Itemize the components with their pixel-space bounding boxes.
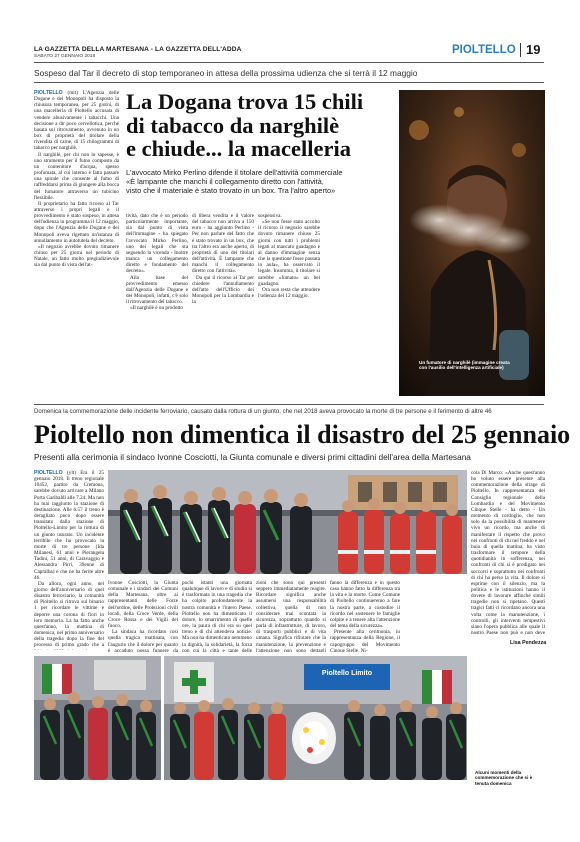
paragraph: Alla base del provvedimento emesso dall'Agenzia delle Dogane e dei Monopoli, infatti, c'è solo il ritrovamento del tabacco. [126, 274, 188, 306]
paragraph: «Il narghilè è un prodotto [130, 305, 183, 312]
paragraph: Da allora, ogni anno, nel giorno dell'anniversario di quel disastro ferroviario, la comunità di Pioltello si ritrova sul binario 1 per ricordare le vittime e deporre una corona di fiori in loro memoria. La ha fatto anche quest'anno, la mattina di domenica, nel primo anniversario della tragedia dopo la fine del processo di primo grado che a [34, 580, 104, 649]
article1-column-1 [34, 90, 119, 398]
paragraph: Da qui il ricorso al Tar per chiedere l'annullamento dell'atto dell'Ufficio dei Monopoli per la Lombardia e la [192, 274, 254, 306]
masthead-rule [34, 62, 544, 63]
paragraph: «Se non fosse stato accolto il ricorso il negozio sarebbe dovuto rimanere chiuso 25 giorni con tutti i problemi legati al mancato guadagno e al danno d'immagine senza che la questione fosse passata in aula», ha osservato il legale. Insomma, il titolare si sarebbe «fumato» un bel guadagno. [258, 219, 320, 287]
paragraph: cola Di Marco: «Anche quest'anno ho voluto essere presente alla commemorazione della strage di Pioltello. In rappresentanza del Consiglio regionale della Lombardia e del Movimento Cinque Stelle - ha detto - Un momento di cordoglio, che non solo da la possibilità di mantenere vivo un ricordo, ma anche di manifestare il rispetto che provo nei confronti di chi nel freddo e nel buio di quella mattina, ha visto trasformare il tempore della quotidianità in sofferenza, nei confronti di chi si è prodigato nei soccorsi e soprattutto nei confronti di chi ha perso la vita. Il dolore si esprime con il silenzio, ma la politica e le istituzioni hanno il dovere di lavorare affinché simili tragedie non si ripetano. Questi tragici fatti ci ricordano ancora una volta come la manutenzione, i controlli, gli interventi tempestivi siano l'opera pubblica alle quale il nostro Paese non può e non deve [471, 470, 545, 636]
dateline-tag: (mit) [67, 90, 78, 96]
article1-subtitle [126, 168, 394, 195]
subtitle-line: L'avvocato Mirko Perlino difende il titolare dell'attività commerciale [126, 168, 343, 177]
ceremony-photo-bottom-left [34, 656, 161, 780]
subtitle-line: «È lampante che manchi il collegamento diretto con l'attività, [126, 177, 324, 186]
article2-kicker: Domenica la commemorazione delle incidente ferroviario, causato dalla rottura di un giunto, che nel 2018 aveva provocato la morte di tre persone e il ferimento di altre 46 [34, 408, 492, 415]
article1-headline [126, 90, 394, 161]
article2-top-rule [34, 404, 544, 405]
hookah-smoker-photo [399, 90, 545, 396]
author-signature: Lisa Pendezza [510, 640, 547, 646]
photo-caption: Alcuni momenti della commemorazione che si è tenuta domenica [475, 770, 533, 786]
masthead-date: SABATO 27 GENNAIO 2018 [34, 54, 96, 59]
paragraph: La sindaca ha ricordato così quella tragica mattinata, con l'augurio che il dolore per quanto è accaduto possa fungere da [108, 629, 178, 652]
paragraph: fanno la differenza e in questo caso hanno fatto la differenza tra la vita e la morte. Come Comune di Pioltello continueremo a fare la nostra parte, a custodire il ricordo nel sostenere le famiglie colpite e a tenere alta l'attenzione del tema della sicurezza». [330, 580, 400, 630]
ceremony-image [34, 656, 161, 780]
article2-headline: Pioltello non dimentica il disastro del 25 gennaio [34, 420, 571, 449]
masthead-divider [520, 43, 521, 57]
article2-subtitle: Presenti alla cerimonia il sindaco Ivonne Cosciotti, la Giunta comunale e diversi primi cittadini dell'area della Martesana [34, 452, 471, 462]
headline-line: e chiude... la macelleria [126, 136, 351, 161]
paragraph: Il narghilè, per chi non lo sapesse, è uno strumento per il fumo composto da un contenitore d'acqua, spesso profumata, al cui interno è fatta passare una spirale che consente al fumo di raffreddarsi prima di giungere alla bocca del fumatore attraverso un tubicino flessibile. [34, 151, 119, 201]
paragraph: Il proprietario ha fatto ricorso al Tar attraverso i propri legali e il provvedimento è stato sospeso, in attesa dell'udienza in programma il 12 maggio, dopo che l'Agenzia delle Dogane e dei Monopoli aveva rigettato un'istanza di annullamento in autotutela del decreto. [34, 200, 119, 244]
article1-rule [34, 82, 544, 83]
paragraph: Presente alla cerimonia, in rappresentanza della Regione, il capogruppo del Movimento Cinque Stelle, Ni- [330, 629, 400, 652]
article2-lead: Era il 25 gennaio 2018. Il treno regionale 10452, partito da Cremona, sarebbe dovuto arrivare a Milano Porta Garibaldi alle 7.24. Ma non ha mai raggiunto la stazione di destinazione. Alle 6.57 il treno è deragliato poco dopo essere transitato dalla stazione di Pioltello-Limito per la rottura di un giunto usurato. Un incidente terribile che ha provocato la morte di tre persone (Ida Milanesi, 61 anni e Pierangela Tadini, 51 anni, di Caravaggio e Alessandra Pirri, 39enne di Capralba) e che ne ha ferite altre 46. [34, 470, 104, 581]
article1-column-3 [192, 213, 254, 398]
article2-column-1 [34, 470, 104, 650]
article2-column-3 [182, 580, 252, 652]
masthead-papers: LA GAZZETTA DELLA MARTESANA - LA GAZZETTA DELL'ADDA [34, 46, 242, 53]
dateline: PIOLTELLO [34, 90, 63, 96]
paragraph: sospensiva. [258, 213, 282, 219]
article1-lead: L'Agenzia delle Dogane e dei Monopoli ha disposto la chiusura temporanea, per 25 giorni, di una macelleria di Pioltello accusata di vendere abusivamente i tabacchi. Una decisione a dir poco cervellotica, perché basata sul ritrovamento, avvenuto in un box di proprietà del titolare della rivendita di carne, di 15 chilogrammi di tabacco per narghilè. [34, 90, 119, 152]
paragraph: zioni che sono qui presenti seppero immediatamente reagire. Ricordare significa anche assumersi una responsabilità collettiva, quella di non considerare mai scontata la sicurezza, soprattutto quando si parla di infrastrutture, di lavoro, di trasporti pubblici e di vita umana. Significa rifiutare che la manutenzione, la prevenzione e l'attenzione non sono dettagli [256, 580, 326, 652]
paragraph: Ivonne Cosciotti, la Giunta comunale e i sindaci dei Comuni della Martesana, oltre ai rappresentanti delle Forze dell'ordine, delle Protezioni civili locali, della Croce Verde, della Croce Rossa e dei Vigili del fuoco. [108, 580, 178, 630]
article2-column-4 [256, 580, 326, 652]
paragraph: di libera vendita e il valore del tabacco non arriva a 150 euro - ha aggiunto Perlino - Per non parlare del fatto che è stato trovato in un box, che tra l'altro era anche aperto, di proprietà di uno dei titolari dell'attività. È lampante che manchi il collegamento diretto con l'attività». [192, 213, 254, 275]
article1-column-4 [258, 213, 320, 398]
article1-kicker: Sospeso dal Tar il decreto di stop temporaneo in attesa della prossima udienza che si terrà il 12 maggio [34, 68, 418, 78]
ceremony-image [108, 470, 467, 574]
subtitle-line: visto che il materiale è stato trovato in un box. Tra l'altro aperto» [126, 186, 336, 195]
hookah-smoker-image [399, 90, 545, 396]
article1-column-2 [126, 213, 188, 398]
ceremony-photo-top [108, 470, 467, 574]
station-sign: Pioltello Limito [321, 670, 373, 677]
headline-line: La Dogana trova 15 chili [126, 89, 364, 114]
ceremony-photo-bottom-right [164, 656, 467, 780]
paragraph: tività, dato che è un periodo particolarmente importante, sia dal punto di vista dell'immagine - ha spiegato l'avvocato Mirko Perlino, uno dei legali che sta seguendo la vicenda - Inoltre manca un collegamento diretto e fondamento del decreto». [126, 213, 188, 275]
dateline-tag: (ylt) [67, 470, 76, 476]
paragraph: «Il negozio avrebbe dovuto rimanere chiuso per 25 giorni nel periodo di Natale, un fatto molto pregiudizievole sia dal punto di vista dell'at- [34, 243, 119, 269]
section-name: PIOLTELLO [452, 44, 516, 56]
paragraph: pochi istanti una giornata qualunque di lavoro e di studio si è trasformata in una tragedia che ha colpito profondamente la nostra comunità e l'intero Paese. Pioltello non ha dimenticato il dolore, lo smarrimento di quelle ore, la paura di chi era su quel treno e di chi attendeva notizie. Ma non ha dimenticato nemmeno la dignità, la solidarietà, la forza con cui la città e tante delle [182, 580, 252, 652]
headline-line: di tabacco da narghilè [126, 112, 340, 138]
paragraph: Ora non resta che attendere l'udienza del 12 maggio. [258, 286, 320, 300]
photo-caption: Un fumatore di narghilè (immagine creata con l'ausilio dell'intelligenza artificiale) [419, 360, 510, 371]
article2-column-2 [108, 580, 178, 652]
page-number: 19 [526, 42, 541, 57]
article2-column-5 [330, 580, 400, 652]
dateline: PIOLTELLO [34, 470, 63, 476]
article2-column-6 [471, 470, 545, 636]
